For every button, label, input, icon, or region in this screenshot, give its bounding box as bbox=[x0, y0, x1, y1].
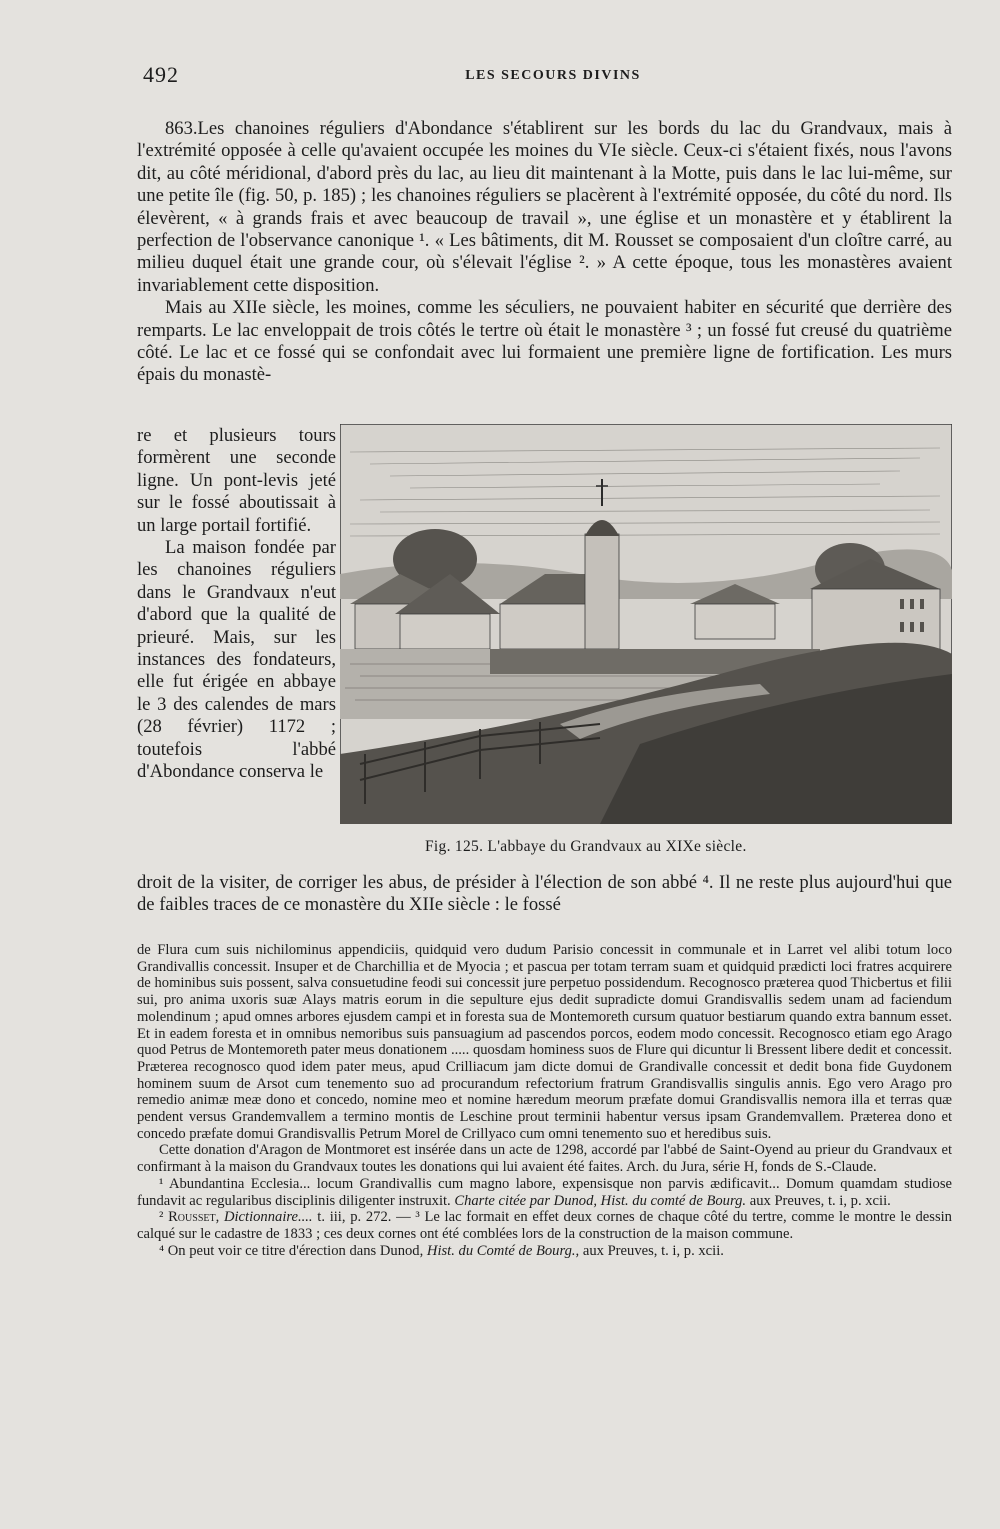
paragraph-continuation-bottom: droit de la visiter, de corriger les abus, de présider à l'élection de son abbé ⁴. Il ne reste plus aujourd'hui que de faibles traces de ce monastère du XIIe siècle : le fossé bbox=[137, 872, 952, 916]
page-number: 492 bbox=[143, 62, 179, 87]
footnote-2-author: ² Rousset, bbox=[159, 1209, 220, 1226]
footnote-2-3 bbox=[137, 1209, 952, 1242]
engraving-figure bbox=[340, 424, 952, 824]
footnote-1-tail: aux Preuves, t. i, p. xcii. bbox=[749, 1192, 891, 1209]
column-paragraph-priory: La maison fondée par les chanoines réguliers dans le Grandvaux n'eut d'abord que la qualité de prieuré. Mais, sur les instances des fondateurs, elle fut érigée en abbaye le 3 des calendes de mars (28 février) 1172 ; toutefois l'abbé d'Abondance conserva le bbox=[137, 537, 336, 783]
column-paragraph-continuation: re et plusieurs tours formèrent une seconde ligne. Un pont-levis jeté sur le fossé aboutissait à un large portail fortifié. bbox=[137, 425, 336, 536]
running-header bbox=[143, 62, 963, 92]
footnote-4 bbox=[137, 1243, 952, 1260]
main-text-top bbox=[137, 118, 952, 387]
paragraph-number: 863. bbox=[165, 118, 198, 139]
donation-note: Cette donation d'Aragon de Montmoret est insérée dans un acte de 1298, accordé par l'abbé de Saint-Oyend au prieur du Grandvaux et confirmant à la maison du Grandvaux toutes les donations qui lui avaient été faites. Arch. du Jura, série H, fonds de S.-Claude. bbox=[137, 1142, 952, 1176]
figure-caption: Fig. 125. L'abbaye du Grandvaux au XIXe siècle. bbox=[425, 838, 747, 855]
footnote-1 bbox=[137, 1176, 952, 1209]
paragraph-863-text: Les chanoines réguliers d'Abondance s'établirent sur les bords du lac du Grandvaux, mais à l'extrémité opposée à celle qu'avaient occupée les moines du VIe siècle. Ceux-ci s'étaient fixés, nous l'avons dit, au côté méridional, d'abord près du lac, au lieu dit maintenant à la Motte, puis dans le lac lui-même, sur une petite île (fig. 50, p. 185) ; les chanoines réguliers se placèrent à l'extrémité opposée, du côté du nord. Ils élevèrent, « à grands frais et avec beaucoup de travail », une église et un monastère et y établirent la perfection de l'observance canonique ¹. « Les bâtiments, dit M. Rousset se composaient d'un cloître carré, au milieu duquel était une grande cour, où s'élevait l'église ². » A cette époque, tous les monastères avaient invariablement cette disposition. bbox=[137, 118, 952, 296]
abbey-engraving-illustration bbox=[340, 424, 952, 824]
footnote-4-title: Hist. du Comté de Bourg., bbox=[426, 1242, 580, 1259]
footnote-2-tail: t. iii, p. 272. — ³ Le lac formait en effet deux cornes de chaque côté du tertre, comme le montre le dessin calqué sur le cadastre de 1833 ; ces deux cornes ont été comblées lors de la construction de la maison commune. bbox=[137, 1209, 952, 1242]
latin-charter-note: de Flura cum suis nichilominus appendiciis, quidquid vero dudum Parisio concessit in communale et in Larret vel alibi totum loco Grandivallis concessit. Insuper et de Charchillia et de Myocia ; et pascua per totam terram suam et quidquid prædicti loci fratres acquirere de hominibus suis possent, salva consuetudine feodi sui concessit jure perpetuo possidendum. Recognosco præterea quod Thicbertus et filii sui, pro anima uxoris suæ Alays matris eorum in die sepulture ejus dedit supradicte domui Grandisvallis sedem unam ad faciendum molendinum ; apud omnes arbores ejusdem campi et in foresta sua de Montemoreth cursum quatuor bestiarum quando extra bannum esset. Et in eadem foresta et in omnibus nemoribus suis pansuagium ad pascendos porcos, eodem modo concessit. Recognosco etiam ego Arago quod Petrus de Montemoreth pater meus donationem ..... quosdam hominess suos de Flure qui dicuntur li Bressent libere dedit et concessit. Præterea recognosco quod idem pater meus, apud Crilliacum jam dicte domui de Grandivalle concessit et dedit bona fide Guydonem hominem suum de Arsot cum tenemento suo ad procurandum refectorium fratrum Grandisvallis singulis annis. Ego vero Arago pro remedio animæ meæ dono et concedo, nomine meo et nomine hæredum meorum præfate domui Grandisvallis nemora illa et terras quæ pendent versus Grandemvallem a termino montis de Leschine prout terminii habentur versus ipsam Grandemvallem. Præterea dono et concedo præfate domui Grandisvallis Petrum Morel de Crillyaco cum omni tenemento suo et heredibus suis. bbox=[137, 942, 952, 1142]
paragraph-863 bbox=[137, 118, 952, 297]
footnote-1-text: ¹ Abundantina Ecclesia... locum Grandivallis cum magno labore, expensisque non parvis ædificavit... Domum quamdam studiose fundavit ac regularibus disciplinis diligenter instruxit. bbox=[137, 1175, 952, 1209]
footnote-1-source: Charte citée par Dunod, Hist. du comté de Bourg. bbox=[454, 1192, 747, 1209]
footnote-4-tail: aux Preuves, t. i, p. xcii. bbox=[582, 1242, 724, 1259]
footnote-2-title: Dictionnaire.... bbox=[223, 1209, 313, 1226]
footnote-4-head: ⁴ On peut voir ce titre d'érection dans Dunod, bbox=[159, 1242, 424, 1259]
main-text-bottom bbox=[137, 872, 952, 917]
paragraph-fortifications: Mais au XIIe siècle, les moines, comme les séculiers, ne pouvaient habiter en sécurité que derrière des remparts. Le lac enveloppait de trois côtés le tertre où était le monastère ³ ; un fossé fut creusé du quatrième côté. Le lac et ce fossé qui se confondait avec lui formaient une première ligne de fortification. Les murs épais du monastè- bbox=[137, 297, 952, 386]
text-column-beside-figure bbox=[137, 425, 336, 784]
footnotes-area bbox=[137, 942, 952, 1259]
running-title: LES SECOURS DIVINS bbox=[465, 68, 641, 83]
